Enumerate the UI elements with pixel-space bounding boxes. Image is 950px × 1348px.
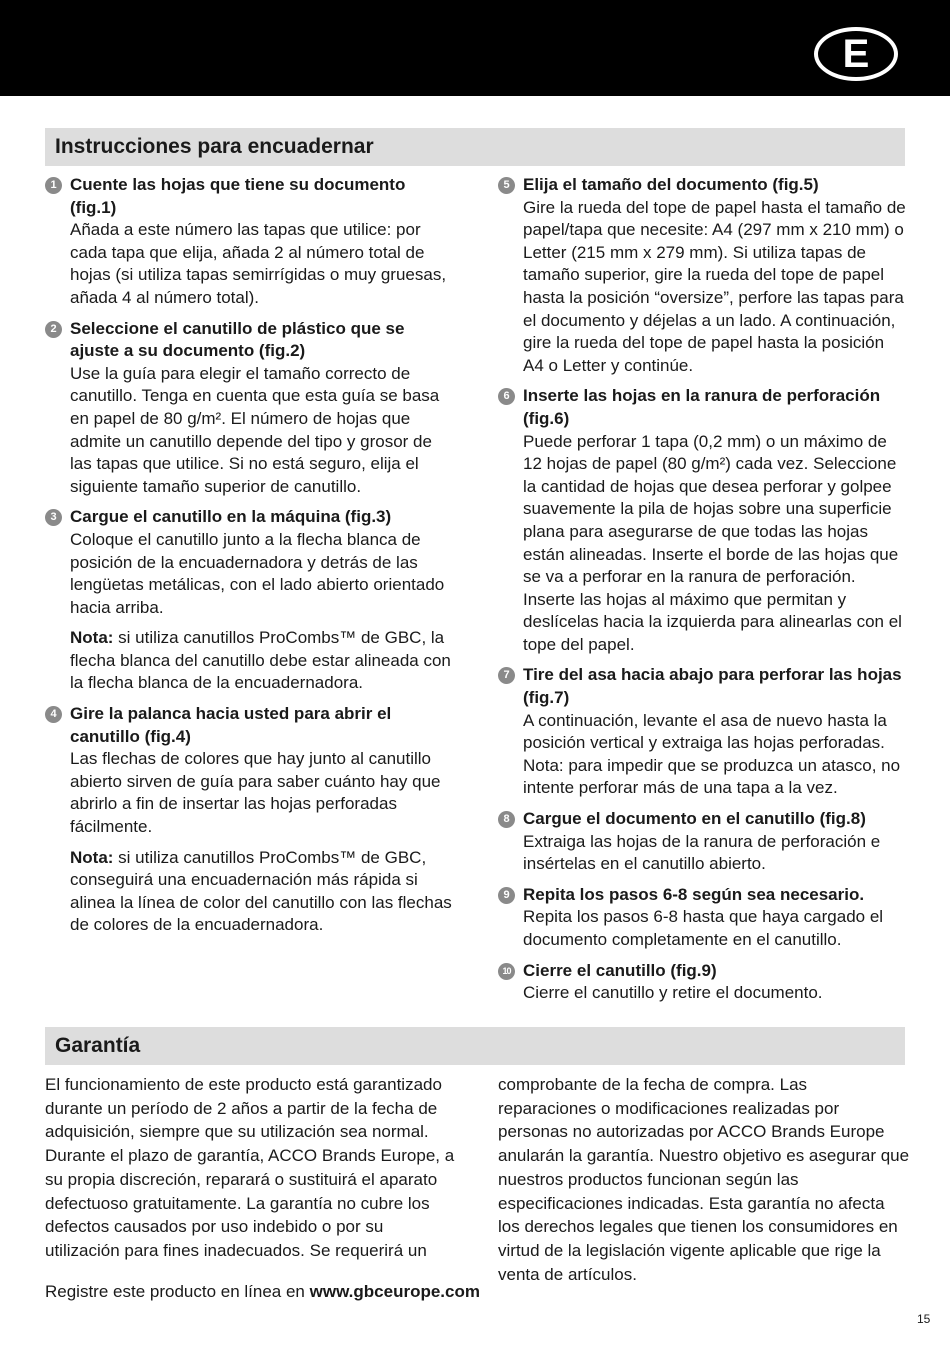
step-title: Tire del asa hacia abajo para perforar las hojas (fig.7): [523, 665, 902, 708]
step-title: Elija el tamaño del documento (fig.5): [523, 175, 819, 194]
instructions-left-column: [45, 174, 455, 945]
note-text: si utiliza canutillos ProCombs™ de GBC, conseguirá una encuadernación más rápida si alinea la línea de color del canutillo con las flechas de colores de la encuadernadora.: [70, 847, 452, 935]
step-number-badge: 3: [45, 509, 62, 526]
step-5: [498, 174, 908, 377]
step-body: Use la guía para elegir el tamaño correcto de canutillo. Tenga en cuenta que esta guía se basa en papel de 80 g/m². El número de hojas que admite un canutillo depende del tipo y grosor de las tapas que utilice. Si no está seguro, elija el siguiente tamaño superior de canutillo.: [70, 363, 440, 496]
step-number-badge: 9: [498, 887, 515, 904]
top-black-bar: [0, 0, 950, 96]
step-number-badge: 2: [45, 321, 62, 338]
step-title: Cargue el documento en el canutillo (fig.8): [523, 809, 866, 829]
step-title: Seleccione el canutillo de plástico que se ajuste a su documento (fig.2): [70, 318, 405, 361]
step-10: [498, 960, 908, 1005]
step-title: Cuente las hojas que tiene su documento (fig.1): [70, 175, 406, 217]
warranty-heading: Garantía: [45, 1027, 905, 1065]
register-text: Registre este producto en línea en: [45, 1282, 310, 1301]
note-label: Nota:: [70, 628, 114, 648]
page-number: 15: [917, 1312, 931, 1326]
step-8: [498, 808, 908, 876]
register-link[interactable]: www.gbceurope.com: [309, 1282, 480, 1301]
instructions-right-column: [498, 174, 908, 1013]
step-title: Inserte las hojas en la ranura de perforación (fig.6): [523, 386, 881, 428]
step-body: Puede perforar 1 tapa (0,2 mm) o un máximo de 12 hojas de papel (80 g/m²) cada vez. Seleccione la cantidad de hojas que desea perforar y golpee suavemente la pila de hojas sobre una superficie plana para asegurarse de que todas las hojas están alineadas. Inserte el borde de las hojas que se va a perforar en la ranura de perforación. Inserte las hojas al máximo que permitan y deslícelas hacia la izquierda para alinearlas con el tope del papel.: [523, 431, 902, 654]
step-title: Gire la palanca hacia usted para abrir el canutillo (fig.4): [70, 704, 392, 746]
step-number-badge: 4: [45, 706, 62, 723]
step-body: Repita los pasos 6-8 hasta que haya cargado el documento completamente en el canutillo.: [523, 907, 884, 949]
step-3: [45, 506, 455, 619]
warranty-left-text: El funcionamiento de este producto está garantizado durante un período de 2 años a partir de la fecha de adquisición, siempre que su utilización sea normal. Durante el plazo de garantía, ACCO Brands Europe, a su propia discreción, reparará o sustituirá el aparato defectuoso gratuitamente. La garantía no cubre los defectos causados por uso indebido o por su utilización para fines inadecuados. Se requerirá un: [45, 1075, 455, 1260]
step-body: Cierre el canutillo y retire el documento.: [523, 983, 823, 1003]
step-title: Cierre el canutillo (fig.9): [523, 960, 717, 980]
step-6: [498, 385, 908, 656]
step-2: [45, 318, 455, 499]
instructions-heading: Instrucciones para encuadernar: [45, 128, 905, 166]
language-badge: E: [814, 27, 898, 81]
register-line: [45, 1280, 480, 1304]
step-title: Repita los pasos 6-8 según sea necesario.: [523, 884, 865, 904]
step-title: Cargue el canutillo en la máquina (fig.3): [70, 507, 392, 527]
step-number-badge: 1: [45, 177, 62, 194]
step-body: A continuación, levante el asa de nuevo hasta la posición vertical y extraiga las hojas perforadas. Nota: para impedir que se produzca un atasco, no intente perforar más de una tapa a la vez.: [523, 710, 901, 798]
note-label: Nota:: [70, 847, 114, 867]
step-body: Gire la rueda del tope de papel hasta el tamaño de papel/tapa que necesite: A4 (297 mm x 210 mm) o Letter (215 mm x 279 mm). Si utiliza tapas de tamaño superior, gire la rueda del tope de papel hasta la posición “oversize”, perfore las tapas para el documento y déjelas a un lado. A continuación, gire la rueda del tope de papel hasta la posición A4 o Letter y continúe.: [523, 197, 906, 375]
step-body: Coloque el canutillo junto a la flecha blanca de posición de la encuadernadora y detrás de las lengüetas metálicas, con el lado abierto orientado hacia arriba.: [70, 529, 445, 617]
note-text: si utiliza canutillos ProCombs™ de GBC, la flecha blanca del canutillo debe estar alineada con la flecha blanca de la encuadernadora.: [70, 628, 451, 693]
step-number-badge: 5: [498, 177, 515, 194]
step-4: [45, 703, 455, 839]
step-7: [498, 664, 908, 800]
step-number-badge: 6: [498, 388, 515, 405]
step-body: Añada a este número las tapas que utilice: por cada tapa que elija, añada 2 al número total de hojas (si utiliza tapas semirrígidas o muy gruesas, añada 4 al número total).: [70, 220, 447, 307]
note-step-4: [45, 847, 455, 937]
warranty-right-text: comprobante de la fecha de compra. Las reparaciones o modificaciones realizadas por personas no autorizadas por ACCO Brands Europe anularán la garantía. Nuestro objetivo es asegurar que nuestros productos funcionan según las especificaciones indicadas. Esta garantía no afecta los derechos legales que tienen los consumidores en virtud de la legislación vigente aplicable que rige la venta de artículos.: [498, 1075, 910, 1284]
step-number-badge: 7: [498, 667, 515, 684]
step-body: Las flechas de colores que hay junto al canutillo abierto sirven de guía para saber cuánto hay que abrirlo a fin de insertar las hojas perforadas fácilmente.: [70, 749, 441, 837]
step-number-badge: 10: [498, 963, 515, 980]
step-body: Extraiga las hojas de la ranura de perforación e insértelas en el canutillo abierto.: [523, 831, 881, 874]
note-step-3: [45, 627, 455, 695]
step-9: [498, 884, 908, 952]
step-1: [45, 174, 455, 310]
step-number-badge: 8: [498, 811, 515, 828]
